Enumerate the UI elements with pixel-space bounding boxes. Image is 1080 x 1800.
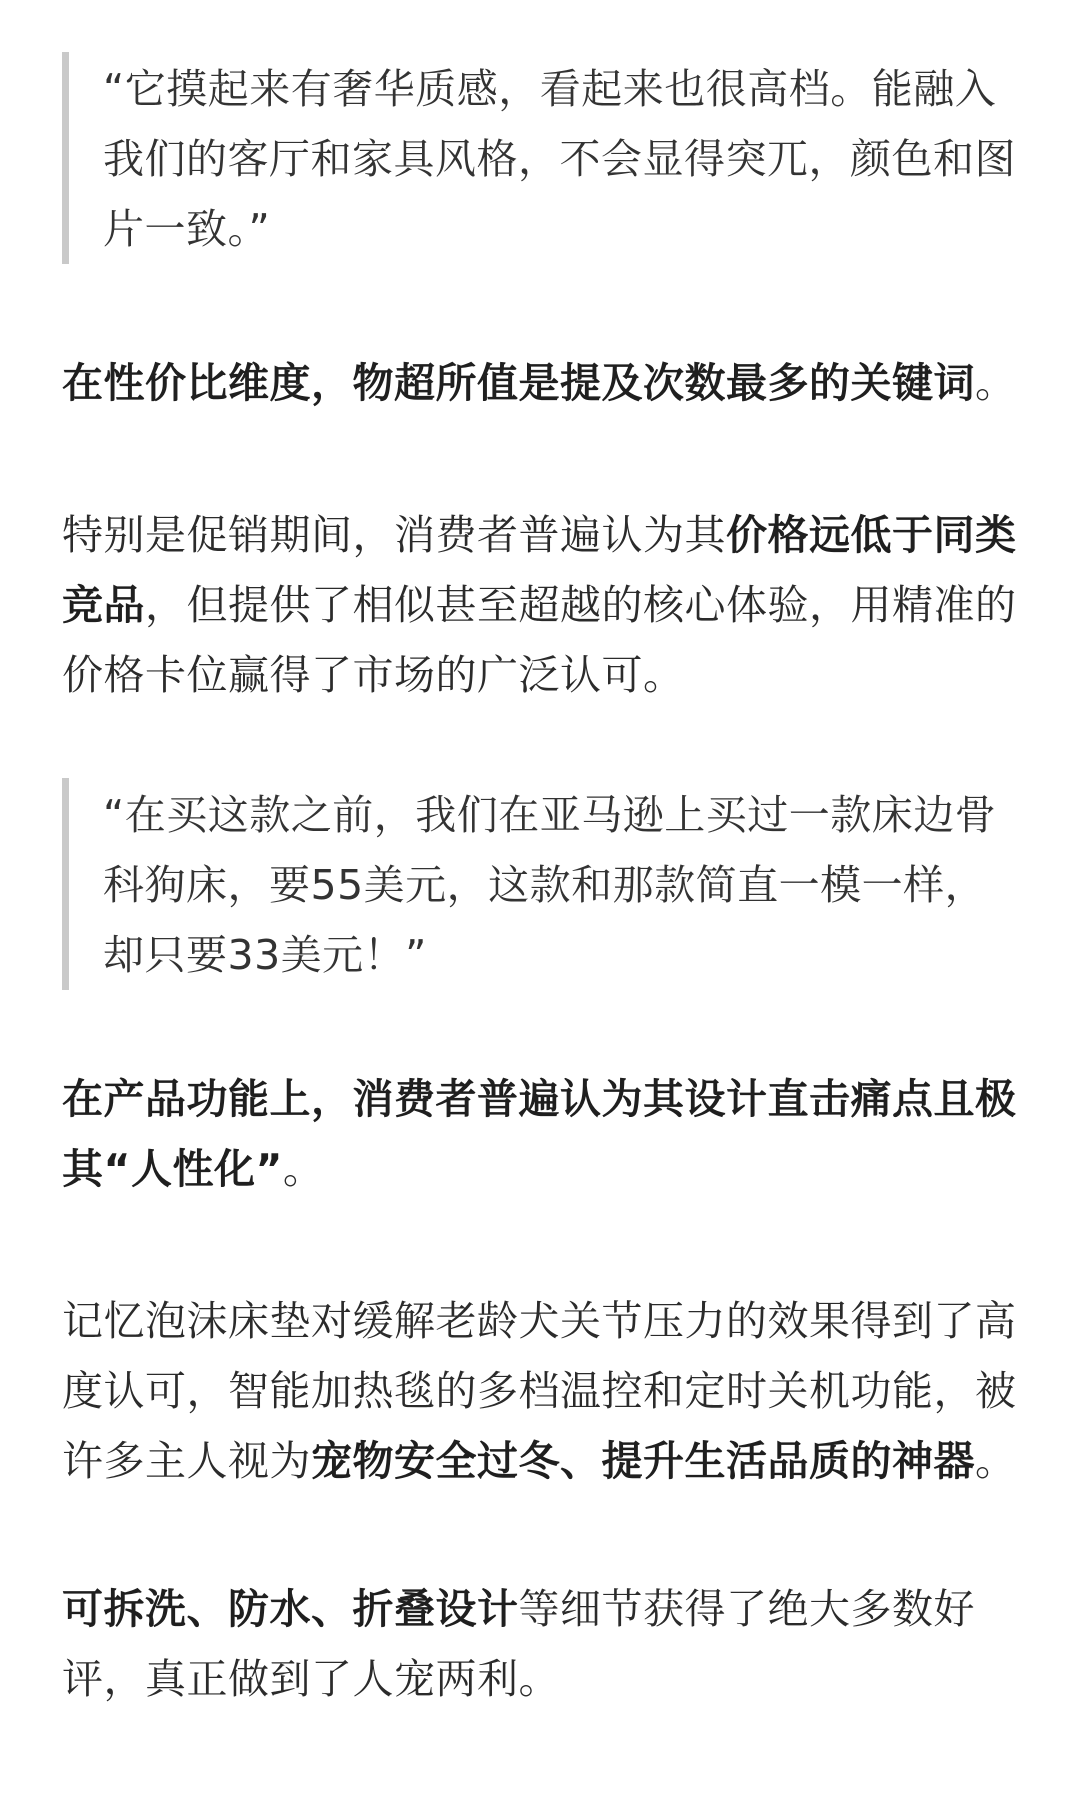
quote-1-line-1: “它摸起来有奢华质感，看起来也很高档。能融入 [103, 65, 997, 113]
paragraph-4-line-3-tail: 。 [975, 1437, 1017, 1485]
paragraph-1-tail: 。 [975, 359, 1017, 407]
paragraph-product-function [62, 1064, 1022, 1204]
paragraph-4-line-1: 记忆泡沫床垫对缓解老龄犬关节压力的效果得到了高 [62, 1297, 1017, 1345]
paragraph-5-line-1-bold: 可拆洗、防水、折叠设计 [62, 1585, 519, 1633]
quote-2-line-1: “在买这款之前，我们在亚马逊上买过一款床边骨 [103, 791, 997, 839]
quote-block-1 [62, 52, 1022, 264]
quote-2-line-3: 却只要33美元！” [103, 931, 427, 979]
paragraph-5-line-1-text: 等细节获得了绝大多数好 [518, 1585, 975, 1633]
paragraph-4-line-3-bold: 宠物安全过冬、提升生活品质的神器 [311, 1437, 975, 1485]
paragraph-design-details [62, 1574, 1022, 1714]
paragraph-2-line-1-bold: 价格远低于同类 [726, 511, 1017, 559]
paragraph-2-line-2-bold: 竞品 [62, 581, 145, 629]
paragraph-5-line-2: 评，真正做到了人宠两利。 [62, 1655, 560, 1703]
paragraph-1-bold: 在性价比维度，物超所值是提及次数最多的关键词 [62, 359, 975, 407]
paragraph-3-line-2-tail: 。 [282, 1145, 325, 1193]
paragraph-2-line-3: 价格卡位赢得了市场的广泛认可。 [62, 651, 685, 699]
quote-1-line-2: 我们的客厅和家具风格，不会显得突兀，颜色和图 [103, 135, 1016, 183]
paragraph-3-line-2-bold: 其“人性化” [62, 1145, 283, 1193]
quote-block-2 [62, 778, 1022, 990]
paragraph-value-keyword [62, 348, 1022, 418]
quote-1-line-3: 片一致。” [103, 205, 271, 253]
paragraph-4-line-2: 度认可，智能加热毯的多档温控和定时关机功能，被 [62, 1367, 1017, 1415]
paragraph-promotion [62, 500, 1022, 710]
paragraph-4-line-3-text: 许多主人视为 [62, 1437, 311, 1485]
paragraph-2-line-1-text: 特别是促销期间，消费者普遍认为其 [62, 511, 726, 559]
paragraph-2-line-2-text: ，但提供了相似甚至超越的核心体验，用精准的 [145, 581, 1017, 629]
paragraph-3-line-1-bold: 在产品功能上，消费者普遍认为其设计直击痛点且极 [62, 1075, 1017, 1123]
paragraph-memory-foam [62, 1286, 1022, 1496]
quote-2-line-2: 科狗床，要55美元，这款和那款简直一模一样， [103, 861, 987, 909]
